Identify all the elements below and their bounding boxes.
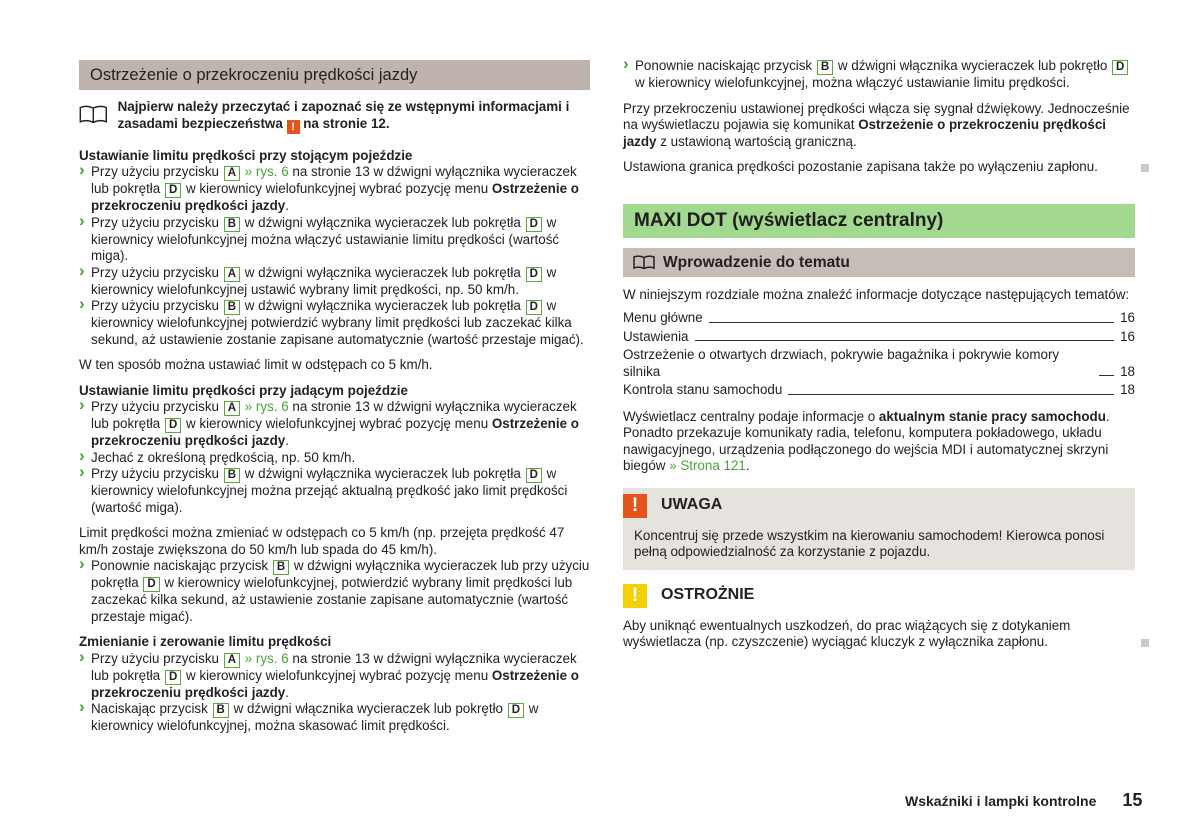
- warning-title: UWAGA: [661, 496, 723, 514]
- chapter-title: MAXI DOT (wyświetlacz centralny): [623, 204, 1135, 238]
- text: . Ponadto przekazuje komunikaty radia, telefonu, komputera pokładowego, układu nawigacyjnego, urządzenia podłączonego do wejścia MDI i automatycznej skrzyni biegów: [623, 408, 1110, 473]
- section-title: Wprowadzenie do tematu: [663, 253, 850, 271]
- key-label[interactable]: A: [224, 267, 240, 282]
- text: Przy użyciu przycisku: [91, 650, 223, 666]
- bold-text: Ostrzeżenie o przekroczeniu prędkości jazdy: [623, 117, 1106, 149]
- text: Ponownie naciskając przycisk: [91, 558, 272, 573]
- toc-intro: W niniejszym rozdziale można znaleźć informacje dotyczące następujących tematów:: [623, 286, 1130, 302]
- text: .: [285, 433, 289, 448]
- caution-title: OSTROŻNIE: [661, 586, 755, 604]
- toc-leader: [695, 340, 1115, 341]
- subheading: Zmienianie i zerowanie limitu prędkości: [79, 634, 332, 649]
- bold-text: Najpierw należy przeczytać i zapoznać się ze wstępnymi informacjami i zasadami bezpieczeństwa: [117, 99, 570, 131]
- key-label[interactable]: A: [224, 653, 240, 668]
- caution-icon: !: [623, 584, 647, 608]
- display-paragraph: [623, 409, 1135, 475]
- list-item: [79, 450, 590, 467]
- text: Wyświetlacz centralny podaje informacje o: [623, 408, 879, 424]
- text: w dźwigni wyłącznika wycieraczek lub przy użyciu pokrętła: [91, 558, 590, 590]
- text: .: [745, 458, 750, 473]
- key-label[interactable]: D: [165, 418, 181, 433]
- text: w kierownicy wielofunkcyjnej można przejąć aktualną prędkość jako limit prędkości (wartość miga).: [91, 466, 568, 515]
- right-column: [623, 58, 1135, 651]
- book-icon: [79, 99, 108, 129]
- key-label[interactable]: A: [224, 166, 240, 181]
- paragraph: [79, 357, 590, 374]
- bold-text: Ostrzeżenie o przekroczeniu prędkości jazdy: [91, 181, 579, 213]
- cross-reference-link[interactable]: » rys. 6: [241, 164, 289, 179]
- warning-box: [623, 488, 1135, 570]
- list-item: [79, 399, 590, 450]
- bold-text: na stronie 12.: [299, 115, 390, 131]
- section-title-bar: Ostrzeżenie o przekroczeniu prędkości jazdy: [79, 60, 590, 90]
- toc-entry[interactable]: [623, 347, 1135, 380]
- caution-text: Aby uniknąć ewentualnych uszkodzeń, do prac wiążących się z dotykaniem wyświetlacza (np. czyszczenie) wyciągać kluczyk z wyłącznika zapłonu.: [623, 618, 1135, 651]
- key-label[interactable]: B: [224, 468, 240, 483]
- left-column: [79, 60, 590, 744]
- cross-reference-link[interactable]: » rys. 6: [241, 650, 289, 666]
- content-block: [79, 383, 590, 517]
- text: w kierownicy wielofunkcyjnej potwierdzić wybrany limit prędkości lub zaczekać kilka sekund, aż ustawienie zostanie zapisane automatycznie (wartość przestaje migać).: [91, 298, 584, 347]
- key-label[interactable]: B: [817, 60, 833, 75]
- key-label[interactable]: B: [224, 217, 240, 232]
- toc-leader: [788, 394, 1114, 395]
- intro-text: [118, 99, 590, 134]
- text: Przy użyciu przycisku: [91, 466, 223, 481]
- text: w dźwigni wyłącznika wycieraczek lub pokrętła: [241, 214, 525, 230]
- warning-icon: !: [623, 494, 647, 518]
- text: w kierownicy wielofunkcyjnej wybrać pozycję menu: [182, 416, 492, 431]
- list-item: [79, 651, 590, 702]
- bold-text: Ostrzeżenie o przekroczeniu prędkości jazdy: [91, 416, 579, 448]
- text: Przy użyciu przycisku: [91, 399, 223, 414]
- text: .: [285, 684, 289, 700]
- text: w dźwigni wyłącznika wycieraczek lub pokrętła: [241, 298, 525, 313]
- key-label[interactable]: D: [143, 577, 159, 592]
- bold-text: aktualnym stanie pracy samochodu: [878, 408, 1106, 424]
- warning-icon: !: [287, 120, 300, 134]
- paragraph: [623, 101, 1135, 151]
- key-label[interactable]: D: [526, 267, 542, 282]
- text: z ustawioną wartością graniczną.: [656, 133, 857, 149]
- list-item: [79, 701, 590, 735]
- text: Przy użyciu przycisku: [91, 298, 223, 313]
- subheading: Ustawianie limitu prędkości przy jadącym pojeździe: [79, 382, 408, 398]
- page-footer: [905, 792, 1142, 810]
- book-icon: [633, 254, 655, 270]
- text: w dźwigni wyłącznika wycieraczek lub pokrętła: [241, 466, 525, 481]
- toc-entry[interactable]: [623, 329, 1135, 346]
- text: na stronie 13 w dźwigni wyłącznika wycieraczek lub pokrętła: [91, 399, 577, 431]
- text: na stronie 13 w dźwigni wyłącznika wycieraczek lub pokrętła: [91, 164, 577, 196]
- warning-text: Koncentruj się przede wszystkim na kierowaniu samochodem! Kierowca ponosi pełną odpowiedzialność za korzystanie z pojazdu.: [634, 527, 1105, 559]
- toc-label: Kontrola stanu samochodu: [623, 382, 783, 397]
- key-label[interactable]: B: [213, 703, 229, 718]
- key-label[interactable]: D: [526, 300, 542, 315]
- content-block: [623, 58, 1135, 92]
- list-item: [79, 265, 590, 299]
- caution-box: [623, 582, 1135, 651]
- toc-page: 18: [1120, 382, 1135, 397]
- text: Jechać z określoną prędkością, np. 50 km/h.: [91, 449, 356, 465]
- text: Limit prędkości można zmieniać w odstępach co 5 km/h (np. przejęta prędkość 47 km/h zostaje zwiększona do 50 km/h lub spada do 45 km/h).: [79, 525, 565, 557]
- paragraph: [623, 159, 1135, 176]
- list-item: [79, 215, 590, 265]
- safety-note: [79, 99, 590, 134]
- key-label[interactable]: D: [165, 183, 181, 198]
- toc-page: 16: [1120, 328, 1135, 344]
- text: w kierownicy wielofunkcyjnej można włączyć ustawianie limitu prędkości (wartość miga).: [91, 214, 560, 263]
- text: w kierownicy wielofunkcyjnej, potwierdzić wybrany limit prędkości lub zaczekać kilka sekund, aż ustawienie zostanie zapisane automatycznie (wartość przestaje migać).: [91, 575, 573, 624]
- text: Ponownie naciskając przycisk: [635, 58, 816, 73]
- list-item: [79, 164, 590, 215]
- list-item: [623, 58, 1135, 92]
- text: W ten sposób można ustawiać limit w odstępach co 5 km/h.: [79, 357, 433, 372]
- content-block: [79, 357, 590, 374]
- text: na stronie 13 w dźwigni wyłącznika wycieraczek lub pokrętła: [91, 650, 577, 683]
- content-block: [623, 101, 1135, 151]
- text: w dźwigni włącznika wycieraczek lub pokrętło: [229, 701, 507, 716]
- toc-label: Menu główne: [623, 310, 703, 325]
- toc-entry[interactable]: [623, 382, 1135, 399]
- key-label[interactable]: D: [1112, 60, 1128, 75]
- text: Przy użyciu przycisku: [91, 264, 223, 280]
- cross-reference-link[interactable]: » rys. 6: [241, 399, 289, 414]
- text: w kierownicy wielofunkcyjnej, można skasować limit prędkości.: [91, 701, 539, 733]
- section-title-bar: [623, 248, 1135, 277]
- right-top-content: [623, 58, 1135, 176]
- toc-label: Ustawienia: [623, 328, 689, 344]
- toc-page: 18: [1120, 363, 1135, 379]
- text: Przy użyciu przycisku: [91, 214, 223, 230]
- page-number: 15: [1122, 790, 1143, 810]
- left-content: [79, 148, 590, 735]
- toc-entry[interactable]: [623, 310, 1135, 327]
- text: Naciskając przycisk: [91, 701, 212, 716]
- list-item: [79, 558, 590, 625]
- bold-text: Ostrzeżenie o przekroczeniu prędkości jazdy: [91, 667, 579, 700]
- text: w dźwigni włącznika wycieraczek lub pokrętło: [834, 58, 1112, 73]
- text: Ustawiona granica prędkości pozostanie zapisana także po wyłączeniu zapłonu.: [623, 159, 1098, 174]
- content-block: [623, 159, 1135, 176]
- text: Przy użyciu przycisku: [91, 164, 223, 179]
- table-of-contents: [623, 310, 1135, 399]
- content-block: [79, 634, 590, 735]
- toc-leader: [709, 322, 1114, 323]
- footer-section: Wskaźniki i lampki kontrolne: [905, 793, 1097, 809]
- list-item: [79, 298, 590, 348]
- toc-leader: [1099, 375, 1114, 376]
- text: Przy przekroczeniu ustawionej prędkości włącza się sygnał dźwiękowy. Jednocześnie na wyświetlaczu pojawia się komunikat: [623, 100, 1130, 132]
- cross-reference-link[interactable]: » Strona 121: [669, 458, 746, 473]
- text: w kierownicy wielofunkcyjnej, można włączyć ustawianie limitu prędkości.: [635, 75, 1070, 90]
- toc-label: Ostrzeżenie o otwartych drzwiach, pokrywie bagażnika i pokrywie komory silnika: [623, 347, 1060, 379]
- key-label[interactable]: D: [165, 670, 181, 685]
- subheading: Ustawianie limitu prędkości przy stojącym pojeździe: [79, 147, 413, 163]
- text: w dźwigni wyłącznika wycieraczek lub pokrętła: [241, 264, 525, 280]
- text: w kierownicy wielofunkcyjnej ustawić wybrany limit prędkości, np. 50 km/h.: [91, 264, 557, 297]
- key-label[interactable]: B: [224, 300, 240, 315]
- paragraph: [79, 525, 590, 558]
- key-label[interactable]: B: [273, 560, 289, 575]
- key-label[interactable]: D: [508, 703, 524, 718]
- key-label[interactable]: D: [526, 217, 542, 232]
- end-marker: [1141, 164, 1149, 172]
- toc-page: 16: [1120, 310, 1135, 325]
- text: w kierownicy wielofunkcyjnej wybrać pozycję menu: [182, 667, 492, 683]
- key-label[interactable]: A: [224, 401, 240, 416]
- key-label[interactable]: D: [526, 468, 542, 483]
- content-block: [79, 148, 590, 349]
- text: .: [285, 198, 289, 213]
- text: w kierownicy wielofunkcyjnej wybrać pozycję menu: [182, 181, 492, 196]
- end-marker: [1141, 639, 1149, 647]
- list-item: [79, 466, 590, 516]
- content-block: [79, 525, 590, 625]
